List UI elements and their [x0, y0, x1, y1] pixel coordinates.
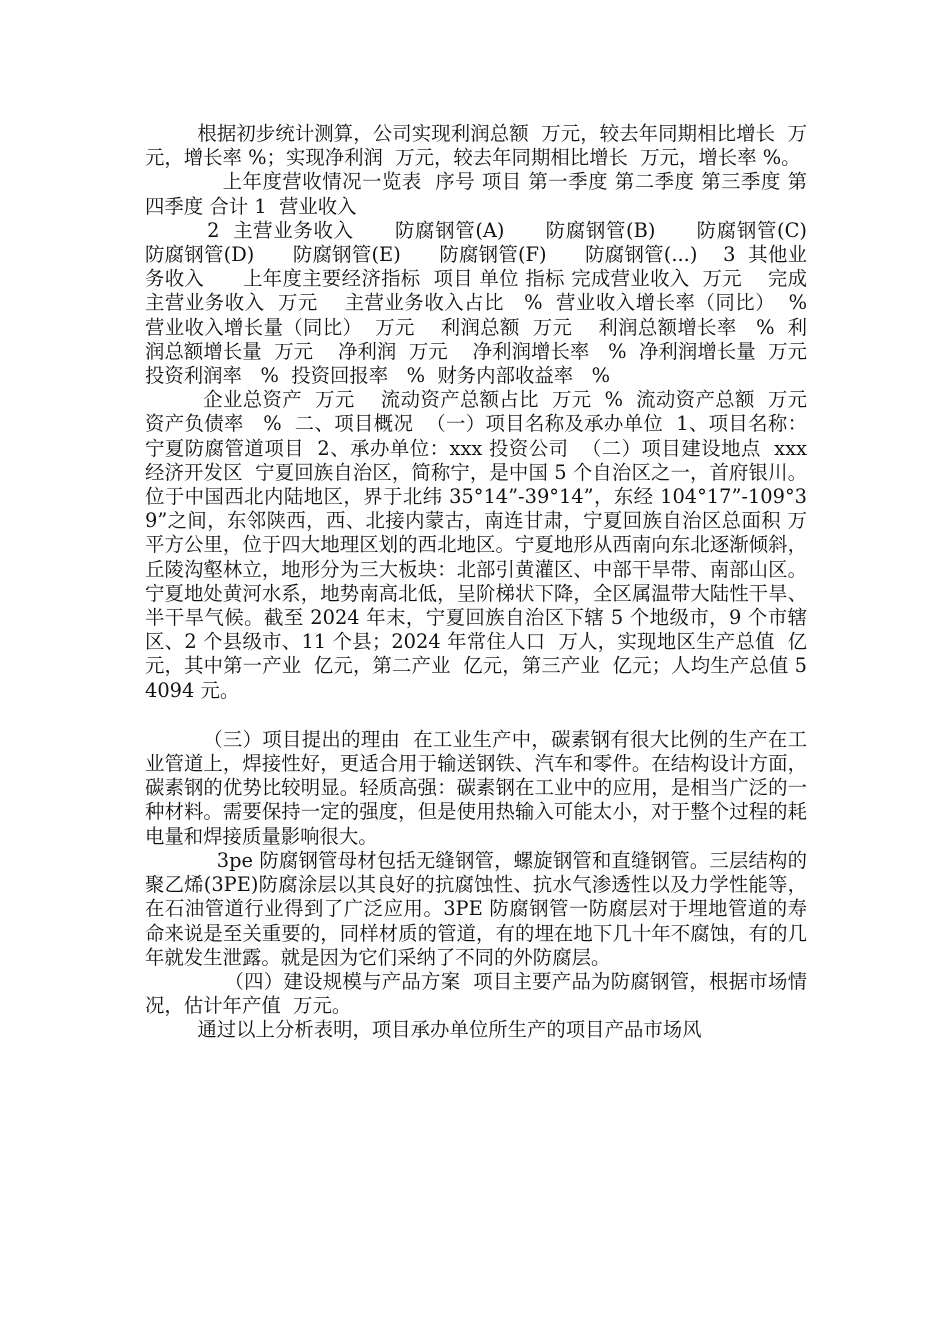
paragraph-3pe-pipe: 3pe 防腐钢管母材包括无缝钢管，螺旋钢管和直缝钢管。三层结构的聚乙烯(3PE)防腐涂层以其良好的抗腐蚀性、抗水气渗透性以及力学性能等，在石油管道行业得到了广泛应用。3PE 防腐钢管一防腐层对于埋地管道的寿命来说是至关重要的，同样材质的管道，有的埋在地下几十年不腐蚀，有的几年就发生泄露。就是因为它们采纳了不同的外防腐层。 [145, 848, 807, 969]
paragraph-project-overview: 企业总资产 万元 流动资产总额占比 万元 % 流动资产总额 万元 资产负债率 % 二、项目概况 （一）项目名称及承办单位 1、项目名称：宁夏防腐管道项目 2、承办单位：xxx 投资公司 （二）项目建设地点 xxx 经济开发区 宁夏回族自治区，简称宁，是中国 5 个自治区之一，首府银川。位于中国西北内陆地区，界于北纬 35°14”-39°14”，东经 104°17”-109°39”之间，东邻陕西，西、北接内蒙古，南连甘肃，宁夏回族自治区总面积 万平方公里，位于四大地理区划的西北地区。宁夏地形从西南向东北逐渐倾斜，丘陵沟壑林立，地形分为三大板块：北部引黄灌区、中部干旱带、南部山区。宁夏地处黄河水系，地势南高北低，呈阶梯状下降，全区属温带大陆性干旱、半干旱气候。截至 2024 年末，宁夏回族自治区下辖 5 个地级市，9 个市辖区、2 个县级市、11 个县；2024 年常住人口 万人，实现地区生产总值 亿元，其中第一产业 亿元，第二产业 亿元，第三产业 亿元；人均生产总值 54094 元。 [145, 388, 832, 702]
paragraph-market-analysis: 通过以上分析表明，项目承办单位所生产的项目产品市场风 [197, 1018, 702, 1042]
paragraph-scale-and-product: （四）建设规模与产品方案 项目主要产品为防腐钢管，根据市场情况，估计年产值 万元。 [145, 969, 807, 1018]
paragraph-revenue-items: 2 主营业务收入 防腐钢管(A) 防腐钢管(B) 防腐钢管(C) 防腐钢管(D) 防腐钢管(E) 防腐钢管(F) 防腐钢管(...) 3 其他业务收入 上年度主要经济指标 项目 单位 指标 完成营业收入 万元 完成主营业务收入 万元 主营业务收入占比 % 营业收入增长率（同比） % 营业收入增长量（同比） 万元 利润总额 万元 利润总额增长率 % 利润总额增长量 万元 净利润 万元 净利润增长率 % 净利润增长量 万元 投资利润率 % 投资回报率 % 财务内部收益率 % [145, 218, 844, 388]
paragraph-revenue-table-header: 上年度营收情况一览表 序号 项目 第一季度 第二季度 第三季度 第四季度 合计 1 营业收入 [145, 170, 807, 218]
paragraph-profit-summary: 根据初步统计测算，公司实现利润总额 万元，较去年同期相比增长 万元，增长率 %；实现净利润 万元，较去年同期相比增长 万元，增长率 %。 [145, 122, 807, 170]
paragraph-project-reason: （三）项目提出的理由 在工业生产中，碳素钢有很大比例的生产在工业管道上，焊接性好，更适合用于输送钢铁、汽车和零件。在结构设计方面，碳素钢的优势比较明显。轻质高强：碳素钢在工业中的应用，是相当广泛的一种材料。需要保持一定的强度，但是使用热输入可能太小，对于整个过程的耗电量和焊接质量影响很大。 [145, 727, 807, 848]
document-body [145, 122, 844, 1043]
